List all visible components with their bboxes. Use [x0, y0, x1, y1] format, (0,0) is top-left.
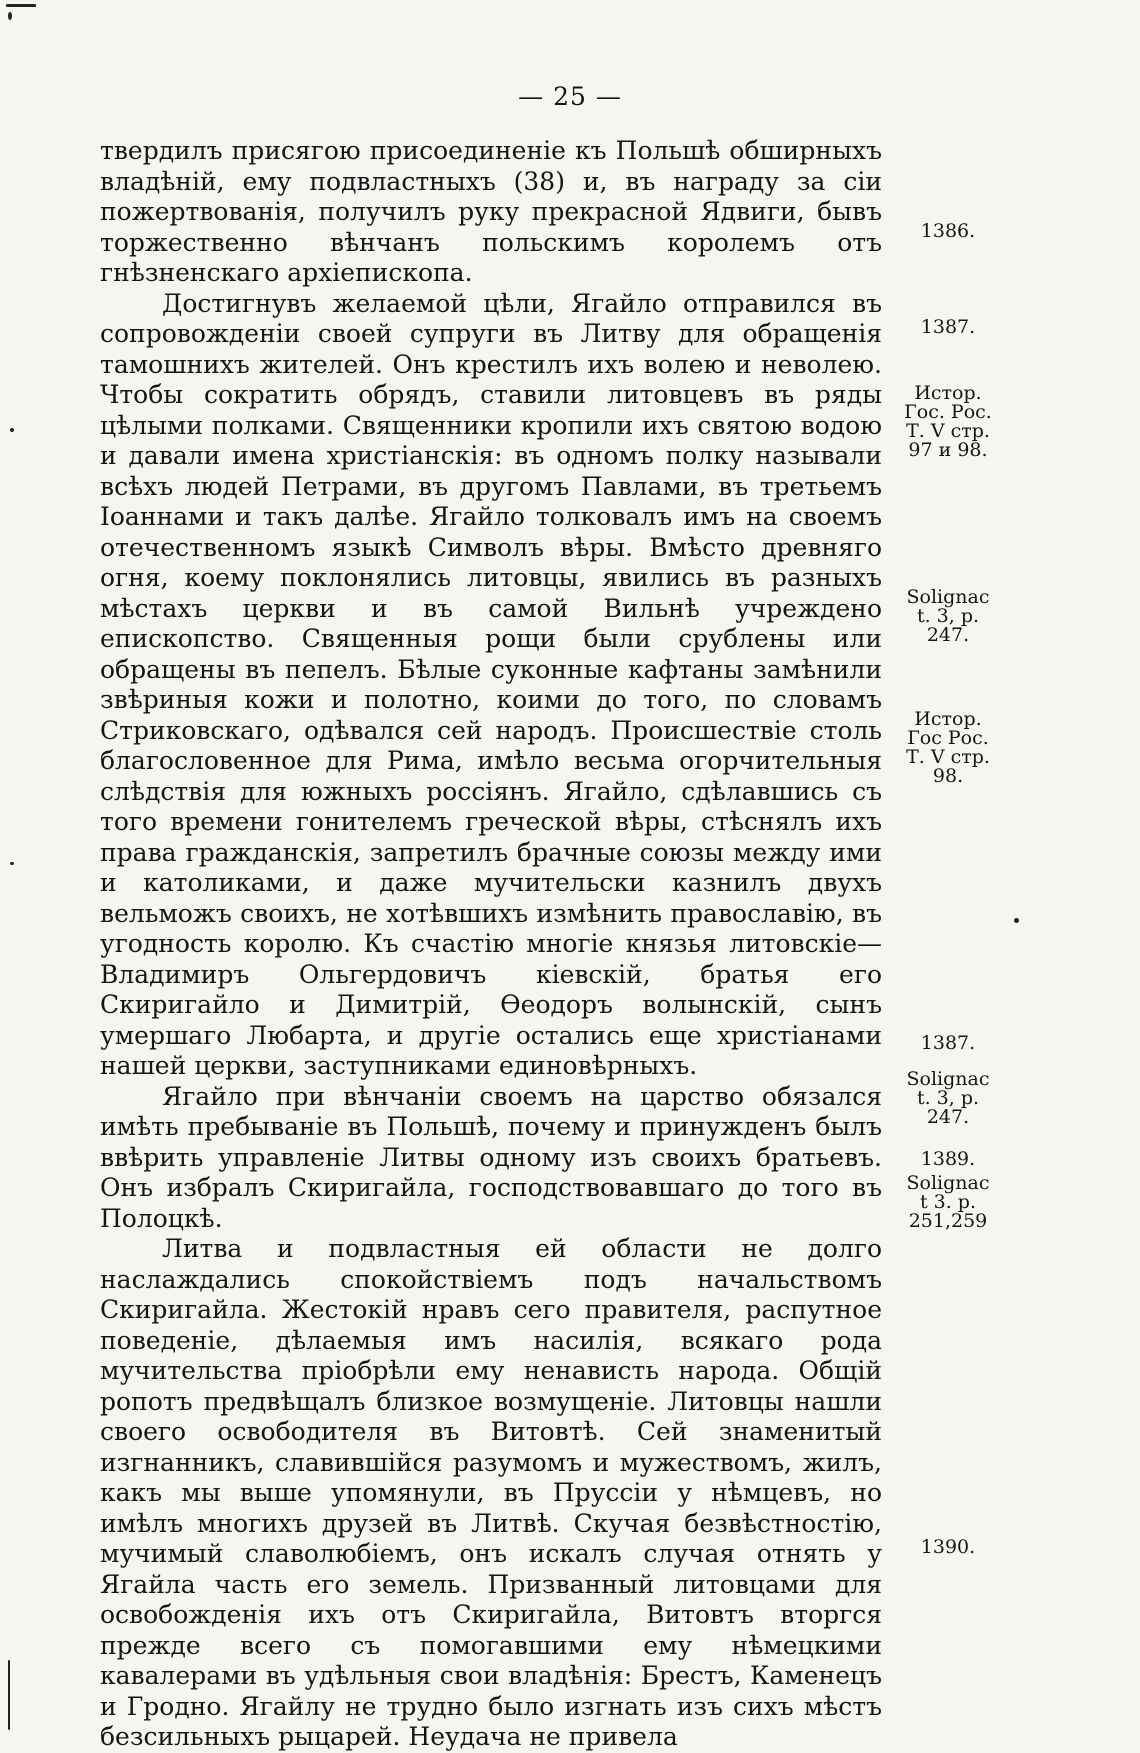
paragraph-1: твердилъ присягою присоединеніе къ Польшѣ обширныхъ владѣній, ему подвластныхъ (38) и, въ награду за сіи пожертвованія, получилъ руку прекрасной Ядвиги, бывъ торжественно вѣнчанъ польскимъ королемъ отъ гнѣзненскаго архіепископа. [100, 136, 882, 287]
margin-note-year-1390: 1390. [920, 1536, 976, 1558]
main-text-column [100, 136, 882, 1753]
paragraph-2: Достигнувъ желаемой цѣли, Ягайло отправился въ сопровожденіи своей супруги въ Литву для обращенія тамошнихъ жителей. Онъ крестилъ ихъ волею и неволею. Чтобы сократить обрядъ, ставили литовцевъ въ ряды цѣлыми полками. Священники кропили ихъ святою водою и давали имена христіанскія: въ одномъ полку называли всѣхъ людей Петрами, въ другомъ Павлами, въ третьемъ Іоаннами и такъ далѣе. Ягайло толковалъ имъ на своемъ отечественномъ языкѣ Символъ вѣры. Вмѣсто древняго огня, коему поклонялись литовцы, явились въ разныхъ мѣстахъ церкви и въ самой Вильнѣ учреждено епископство. Священныя рощи были срублены или обращены въ пепелъ. Бѣлые суконные кафтаны замѣнили звѣриныя кожи и полотно, коими до того, по словамъ Стриковскаго, одѣвался сей народъ. Происшествіе столь благословенное для Рима, имѣло весьма огорчительныя слѣдствія для южныхъ россіянъ. Ягайло, сдѣлавшись съ того времени гонителемъ греческой вѣры, стѣснялъ ихъ права гражданскія, запретилъ брачные союзы между ими и католиками, и даже мучительски казнилъ двухъ вельможъ своихъ, не хотѣвшихъ измѣнить православію, въ угодность королю. Къ счастію многіе князья литовскіе—Владимиръ Ольгердовичъ кіевскій, братья его Скиригайло и Димитрій, Ѳеодоръ волынскій, сынъ умершаго Любарта, и другіе остались еще христіанами нашей церкви, заступниками единовѣрныхъ. [100, 288, 882, 1080]
margin-note-year-1387-b: 1387. [920, 1032, 976, 1054]
margin-note-year-1387: 1387. [920, 316, 976, 338]
scan-speck [10, 428, 14, 432]
scan-speck [6, 4, 36, 7]
paragraph-3: Ягайло при вѣнчаніи своемъ на царство обязался имѣть пребываніе въ Польшѣ, почему и принужденъ былъ ввѣрить управленіе Литвы одному изъ своихъ братьевъ. Онъ избралъ Скиригайла, господствовавшаго до того въ Полоцкѣ. [100, 1081, 882, 1233]
scan-speck [10, 862, 14, 865]
margin-note-solignac-3: Solignac t 3. p. 251,259 [906, 1172, 990, 1232]
margin-note-year-1389: 1389. [920, 1148, 976, 1170]
margin-note-solignac-1: Solignac t. 3, p. 247. [906, 586, 990, 646]
scan-speck [8, 12, 12, 20]
margin-note-solignac-2: Solignac t. 3, p. 247. [906, 1068, 990, 1128]
margin-note-istor-gos-ros-1: Истор. Гос. Рос. Т. V стр. 97 и 98. [904, 382, 992, 461]
margin-note-istor-gos-ros-2: Истор. Гос Рос. Т. V стр. 98. [906, 708, 990, 787]
margin-note-year-1386: 1386. [920, 220, 976, 242]
paragraph-4: Литва и подвластныя ей области не долго наслаждались спокойствіемъ подъ начальствомъ Скиригайла. Жестокій нравъ сего правителя, распутное поведеніе, дѣлаемыя имъ насилія, всякаго рода мучительства пріобрѣли ему ненависть народа. Общій ропотъ предвѣщалъ близкое возмущеніе. Литовцы нашли своего освободителя въ Витовтѣ. Сей знаменитый изгнанникъ, славившійся разумомъ и мужествомъ, жилъ, какъ мы выше упомянули, въ Пруссіи у нѣмцевъ, но имѣлъ многихъ друзей въ Литвѣ. Скучая безвѣстностію, мучимый славолюбіемъ, онъ искалъ случая отнять у Ягайла часть его земель. Призванный литовцами для освобожденія ихъ отъ Скиригайла, Витовтъ вторгся прежде всего съ помогавшими ему нѣмецкими кавалерами въ удѣльныя свои владѣнія: Брестъ, Каменецъ и Гродно. Ягайлу не трудно было изгнать изъ сихъ мѣстъ безсильныхъ рыцарей. Неудача не привела [100, 1234, 882, 1751]
scan-speck [1014, 918, 1019, 923]
scan-speck [8, 1660, 10, 1730]
page-number: — 25 — [518, 82, 622, 111]
